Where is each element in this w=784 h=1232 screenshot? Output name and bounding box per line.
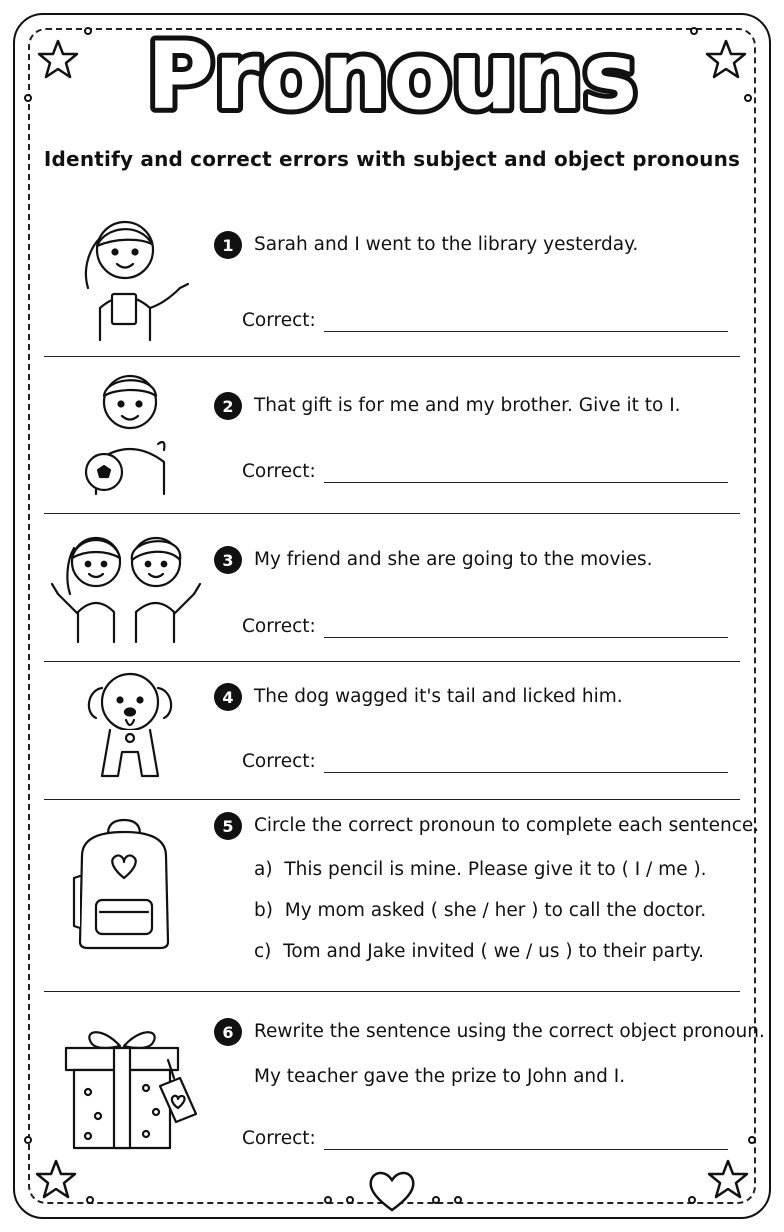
decor-dot bbox=[748, 1136, 756, 1144]
question-number-4: 4 bbox=[214, 683, 242, 711]
question-text-4: The dog wagged it's tail and licked him. bbox=[254, 686, 623, 707]
correct-label-1: Correct: bbox=[242, 310, 316, 331]
backpack-icon bbox=[68, 816, 180, 952]
question-text-3: My friend and she are going to the movies. bbox=[254, 549, 653, 570]
subtitle: Identify and correct errors with subject and object pronouns bbox=[43, 147, 741, 171]
question-text-6: Rewrite the sentence using the correct object pronoun. bbox=[254, 1021, 765, 1042]
question-number-6: 6 bbox=[214, 1018, 242, 1046]
answer-line-3[interactable] bbox=[324, 637, 728, 638]
divider bbox=[44, 799, 740, 800]
correct-label-3: Correct: bbox=[242, 616, 316, 637]
puppy-icon bbox=[80, 672, 180, 784]
option-text: Tom and Jake invited ( we / us ) to their party. bbox=[283, 941, 705, 962]
boy-with-ball-icon bbox=[70, 366, 190, 496]
decor-dot bbox=[432, 1196, 440, 1204]
correct-label-4: Correct: bbox=[242, 751, 316, 772]
decor-dot bbox=[86, 1196, 94, 1204]
option-text: This pencil is mine. Please give it to ( I / me ). bbox=[284, 859, 707, 880]
heart-icon bbox=[366, 1168, 418, 1214]
page-title bbox=[0, 20, 784, 130]
option-letter: b) bbox=[254, 900, 273, 921]
question-number-2: 2 bbox=[214, 392, 242, 420]
divider bbox=[44, 991, 740, 992]
decor-dot bbox=[346, 1196, 354, 1204]
question-text-2: That gift is for me and my brother. Give it to I. bbox=[254, 395, 681, 416]
answer-line-4[interactable] bbox=[324, 772, 728, 773]
divider bbox=[44, 661, 740, 662]
answer-line-1[interactable] bbox=[324, 331, 728, 332]
divider bbox=[44, 513, 740, 514]
correct-label-2: Correct: bbox=[242, 461, 316, 482]
option-letter: c) bbox=[254, 941, 272, 962]
question-number-3: 3 bbox=[214, 546, 242, 574]
title-text: Pronouns bbox=[146, 23, 638, 130]
star-icon bbox=[706, 1158, 750, 1202]
question-number-5: 5 bbox=[214, 812, 242, 840]
option-c bbox=[254, 941, 704, 962]
answer-line-2[interactable] bbox=[324, 482, 728, 483]
two-girls-waving-icon bbox=[44, 522, 206, 648]
decor-dot bbox=[324, 1196, 332, 1204]
girl-with-book-icon bbox=[70, 208, 200, 348]
option-letter: a) bbox=[254, 859, 273, 880]
option-text: My mom asked ( she / her ) to call the doctor. bbox=[284, 900, 707, 921]
divider bbox=[44, 356, 740, 357]
star-icon bbox=[34, 1158, 78, 1202]
question-number-1: 1 bbox=[214, 231, 242, 259]
decor-dot bbox=[688, 1196, 696, 1204]
option-a bbox=[254, 859, 707, 880]
question-text-5: Circle the correct pronoun to complete each sentence. bbox=[254, 815, 760, 836]
decor-dot bbox=[24, 1136, 32, 1144]
decor-dot bbox=[454, 1196, 462, 1204]
gift-box-icon bbox=[62, 1016, 202, 1152]
option-b bbox=[254, 900, 706, 921]
question-text-1: Sarah and I went to the library yesterday. bbox=[254, 234, 639, 255]
sentence-to-rewrite: My teacher gave the prize to John and I. bbox=[254, 1066, 626, 1087]
answer-line-6[interactable] bbox=[324, 1149, 728, 1150]
correct-label-6: Correct: bbox=[242, 1128, 316, 1149]
